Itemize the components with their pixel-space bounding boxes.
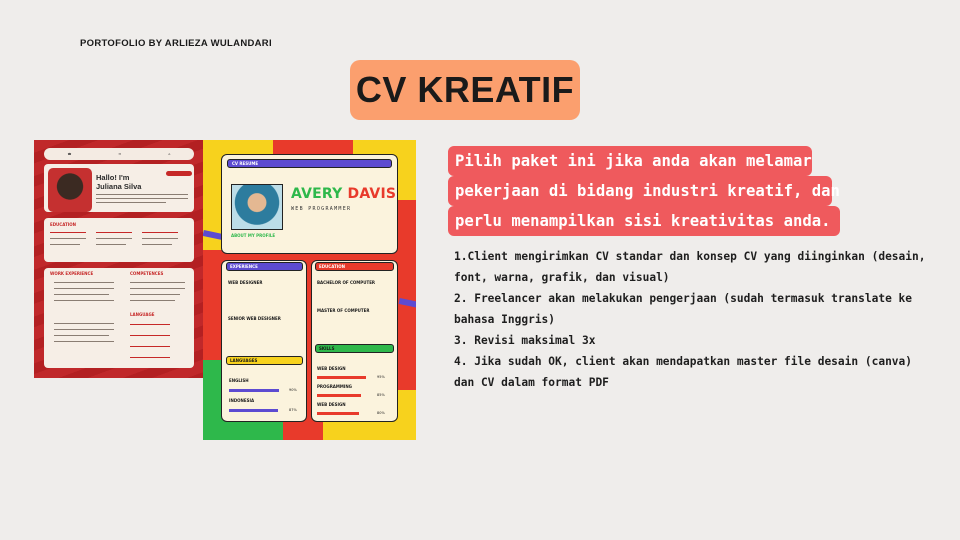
- location-icon: ⌂: [168, 152, 171, 156]
- cv-sample-red-juliana: [34, 140, 204, 378]
- portfolio-label: PORTOFOLIO BY ARLIEZA WULANDARI: [80, 38, 272, 49]
- cv2-role: WEB PROGRAMMER: [291, 206, 352, 212]
- cv1-avatar: [48, 168, 92, 212]
- cv2-header-bar: CV RESUME: [227, 159, 392, 168]
- description-line-6: 4. Jika sudah OK, client akan mendapatkan master file desain (canva): [454, 355, 913, 368]
- cv2-lang-indonesia-bar: [229, 409, 278, 412]
- highlight-line-2: pekerjaan di bidang industri kreatif, dan: [448, 176, 832, 206]
- cv2-skill-bar: [317, 376, 366, 379]
- cv2-skill-bar: [317, 394, 361, 397]
- cv-sample-colorful-avery: CV RESUME AVERY DAVIS WEB PROGRAMMER ABOUT MY PROFILE EXPERIENCE WEB DESIGNER SENIOR WEB DESIGNER LANGUAGES ENGLISH 90% INDONESIA 87% EDUCATION BACHELOR OF COMPUTER MASTER OF COMPUTER SKILLS WEB DESIGN 95% PROGRAMMING 85% WEB DESIGN 80%: [203, 140, 416, 440]
- cv1-contact-bar: [44, 148, 194, 160]
- description-line-2: font, warna, grafik, dan visual): [454, 271, 670, 284]
- cv1-greeting: Hallo! I'm Juliana Silva: [96, 173, 142, 191]
- cv2-lang-english-bar: [229, 389, 279, 392]
- cv1-section-competences: COMPETENCES: [130, 271, 164, 276]
- cv2-about-heading: ABOUT MY PROFILE: [231, 233, 276, 238]
- cv2-skill-bar: [317, 412, 359, 415]
- description-line-7: dan CV dalam format PDF: [454, 376, 609, 389]
- cv1-section-education: EDUCATION: [50, 222, 76, 227]
- description-line-4: bahasa Inggris): [454, 313, 556, 326]
- cv2-lang-indonesia: INDONESIA: [229, 398, 255, 403]
- description-line-5: 3. Revisi maksimal 3x: [454, 334, 596, 347]
- page-title: CV KREATIF: [350, 60, 580, 120]
- email-icon: ✉: [118, 152, 122, 156]
- description-line-3: 2. Freelancer akan melakukan pengerjaan (sudah termasuk translate ke: [454, 292, 913, 305]
- cv2-lang-english: ENGLISH: [229, 378, 249, 383]
- cv2-photo: [231, 184, 283, 230]
- highlight-line-3: perlu menampilkan sisi kreativitas anda.: [448, 206, 840, 236]
- phone-icon: ☎: [67, 152, 72, 156]
- cv1-section-work: WORK EXPERIENCE: [50, 271, 94, 276]
- highlight-line-1: Pilih paket ini jika anda akan melamar: [448, 146, 812, 176]
- cv2-name: AVERY DAVIS: [291, 186, 397, 202]
- cv1-section-language: LANGUAGE: [130, 312, 155, 317]
- description-line-1: 1.Client mengirimkan CV standar dan konsep CV yang diinginkan (desain,: [454, 250, 926, 263]
- cv1-role-pill: [166, 171, 192, 176]
